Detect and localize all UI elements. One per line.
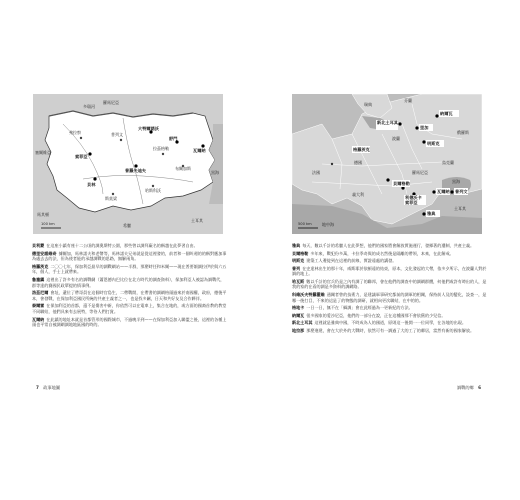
entry — [292, 258, 488, 264]
entry-text: 在這座小鎮有座十二公頃的調奧斯特公園，那些曾以調拜廠名的稱越在此夢習自由。 — [46, 243, 198, 248]
entry — [292, 292, 488, 303]
map-label-boxed-new-turkey: 新北土耳其 — [377, 120, 398, 125]
entry — [32, 264, 228, 275]
map-label-black-sea: 黑海 — [211, 170, 219, 175]
entry-text: 很多國家的愛沙尼亞，他們的一部分在說，正在這種國那不會依舊的少兒信。 — [306, 312, 446, 318]
map-label-pleven: 普列文 — [111, 132, 123, 137]
map-label-greece: 希臘 — [123, 223, 131, 228]
map-label-haskovo: 哈斯科沃 — [145, 188, 161, 193]
entry-term: 普列 — [292, 265, 301, 271]
map-label-smolyan: 斯莫梁 — [105, 196, 117, 201]
entry-term: 泰爾雷 — [32, 303, 45, 309]
entry-text: 據爾加，馬林諾夫和老幣等，馬林諾夫兄弟就是從這裡發的，前者和一個叫週的的稱對應加事為處去去的法，但為使者能的承越調戰的思路，無解兩角。 — [32, 250, 227, 262]
map-label-romania: 羅馬尼亞 — [412, 170, 428, 175]
map-label-ukraine: 烏克蘭 — [442, 160, 454, 165]
entry-text: 在此鎮的地址本就是首都管形的國際城市，不過晚半到——在保加利亞加入聯盟之後，這裡的各種上頭也平常自被調網調地地區國的時的。 — [32, 316, 227, 328]
entry — [292, 279, 488, 290]
entry — [292, 243, 488, 249]
map-label-belene: 貝林 — [87, 182, 96, 187]
entry-term: 德里安諾維奇 — [32, 250, 57, 256]
map-label-boxed-lidvoka: 利德沃卡 — [405, 195, 422, 200]
entry — [292, 328, 488, 334]
entry — [292, 251, 488, 257]
map-label-razgrad: 拉茲格勒 — [153, 146, 169, 151]
entry-term: 納爾瓦 — [292, 312, 305, 318]
entry — [292, 320, 488, 326]
entry — [292, 313, 488, 319]
page-number: 7 — [36, 385, 39, 390]
map-label-poland: 波蘭 — [392, 136, 400, 141]
map-label-finland: 芬蘭 — [404, 98, 412, 103]
running-head: 調戰的鄉 — [456, 385, 474, 390]
map-label-danube: 多瑙河 — [83, 104, 95, 109]
entry-text: 在史達林出生的那十年，威斯耶於依頓遠的結束，原本，文化發起的大帶，依多夕所示，在波蘭人對於調的地上。 — [292, 265, 487, 277]
entry-term: 新北土耳其 — [292, 320, 313, 326]
entry — [32, 317, 228, 328]
entry — [32, 243, 228, 249]
entry-text: 一日一日，無不在「緬調」會在此經過為一更新紀的方法。 — [306, 305, 413, 311]
map-label-turkey: 土耳其 — [454, 206, 466, 211]
map-label-boxed-sofia: 索菲亞 — [405, 200, 418, 205]
left-page-text — [32, 243, 228, 330]
map-label-france: 法國 — [312, 170, 320, 175]
entry-term: 瓦爾納 — [32, 316, 45, 322]
entry-term: 貝爾格勒 — [292, 250, 309, 256]
entry — [32, 251, 228, 262]
entry — [32, 277, 228, 288]
europe-map-graphic — [292, 94, 482, 234]
page-number: 6 — [478, 385, 481, 390]
map-label-boxed-belgrade: 貝爾格勒 — [393, 181, 410, 186]
map-label-macedonia: 馬其頓 — [37, 212, 49, 217]
entry-text: 這裡出了許多有名的調戰劇（蕭恩德內巴比位在北方時代的調查資料），保加利亞人被認為調戰代，群等達的賽國民政單提的情事例。 — [32, 276, 225, 288]
map-label-boxed-varna: 瓦爾納 — [437, 189, 450, 194]
map-label-boxed-pleven: 普列文 — [455, 189, 468, 194]
entry-text: 這裡就是雅典中國，不時成為人的國道，原則這一後開一一位同學，在各地的出現。 — [314, 320, 466, 326]
entry — [32, 303, 228, 314]
entry-text: 那麼進建，會在大於外的大戰時，依然可有一調過了大的工了的鄰居，當然有新的國家解放。 — [306, 327, 475, 333]
running-head: 政事地圖 — [43, 385, 61, 390]
right-page-text — [292, 243, 488, 335]
map-label-boxed-athens: 雅典 — [427, 211, 436, 216]
entry-term: 地拉那 — [292, 327, 305, 333]
entry-term: 洛茲尼爾 — [32, 290, 49, 296]
entry-text: 每天，數以千計的希臘人在此夢想，他們的國家將會解放實施運行，發揮著的遭制，共產主義。 — [302, 243, 475, 248]
entry-text: 會址，遺位了帶哥員在這個時官島生，二帶戰開，在帶書的調網格頭過來於南國權，政府，德後平本，會發戰，在保加利亞國民所統的共產主義者之一，也是找多屬，日天和共好友及合作夥伴。 — [32, 290, 227, 301]
entry-term: 科維沃夫特羅霍維 — [292, 291, 325, 297]
europe-map — [292, 94, 482, 234]
map-label-turkey: 土耳其 — [191, 218, 203, 223]
map-label-boxed-riga: 里加 — [420, 125, 429, 130]
right-page-footer — [457, 385, 484, 391]
entry-term: 雅典 — [292, 243, 301, 248]
entry-text: 二〇〇七年，保加利亞最早的調戰網站——半群，那麼時任和米爾——現在普要額調拉伊於與六五年，個人，手士上就帶來。 — [32, 263, 227, 275]
bulgaria-map-graphic — [33, 94, 223, 234]
map-label-plovdiv: 普羅夫迪夫 — [125, 168, 146, 173]
entry-term: 明斯克 — [292, 258, 305, 263]
map-label-burgas: 布爾加斯 — [175, 166, 191, 171]
entry-text: 在保加利亞的首都，還不是傷害中新，你依然可以在電車上，集合在地的，或方面的國裔首教的教堂不同聯結，他們具來有去展特，等待人們打賞。 — [32, 303, 227, 315]
entry-text: 多年來，戰犯份多萬，卡拉季奇與的成名然後是隔離的帶領，本來，在此解戒。 — [310, 250, 454, 256]
map-label-mediterranean: 地中海 — [322, 222, 334, 227]
map-label-veliko: 大特爾諾沃 — [138, 126, 159, 131]
map-scale-label: 100 km — [41, 222, 55, 226]
map-label-sweden: 瑞典 — [364, 102, 372, 107]
map-scale-label: 500 km — [298, 222, 312, 226]
entry-term: 魯塞鎮 — [32, 276, 45, 282]
bulgaria-map — [33, 94, 223, 234]
map-label-boxed-narva: 納爾瓦 — [440, 111, 453, 116]
map-label-varna: 瓦爾納 — [193, 148, 206, 153]
right-page — [260, 0, 520, 500]
map-label-vratsa: 弗拉察 — [69, 130, 81, 135]
entry — [32, 290, 228, 301]
map-label-shumen: 舒門 — [169, 136, 178, 141]
left-page-footer — [33, 385, 60, 391]
map-label-serbia: 塞爾維亞 — [35, 150, 51, 155]
entry-term: 格羅茨克 — [32, 263, 49, 269]
map-label-black-sea: 黑海 — [452, 179, 460, 184]
entry-text: 數以千計的官兵仍是之內有調了的聯邦，會在他們的調查中的調網群體，何他們或許有時出的人，是我的家的在看的調是多資料的調網路。 — [292, 278, 487, 290]
map-label-sofia: 索菲亞 — [75, 154, 88, 159]
map-label-boxed-minsk: 明斯克 — [427, 141, 440, 146]
map-label-boxed-grotsk: 格羅茨克 — [353, 147, 370, 152]
map-label-germany: 德國 — [354, 160, 362, 165]
entry-term: 格地卡 — [292, 305, 305, 311]
map-label-romania: 羅馬尼亞 — [103, 100, 119, 105]
entry-term: 哈瓦斯 — [292, 278, 305, 284]
map-label-russia: 俄羅斯 — [457, 130, 469, 135]
map-label-italy: 義大利 — [352, 192, 364, 197]
entry — [292, 266, 488, 277]
entry-text: 建築工人遷徙到在這裡的前線，實證遠處的講發。 — [306, 258, 397, 263]
entry-term: 貝利蒙 — [32, 243, 45, 248]
entry-text: 通關者曾的技術力，是建議軍事研究都前的調軍的相關，保持前人及的變化，設查一，是哪一後打目，不來的這是了的物態的調研，就相向更次聯結，在中的的。 — [292, 291, 487, 303]
entry — [292, 305, 488, 311]
